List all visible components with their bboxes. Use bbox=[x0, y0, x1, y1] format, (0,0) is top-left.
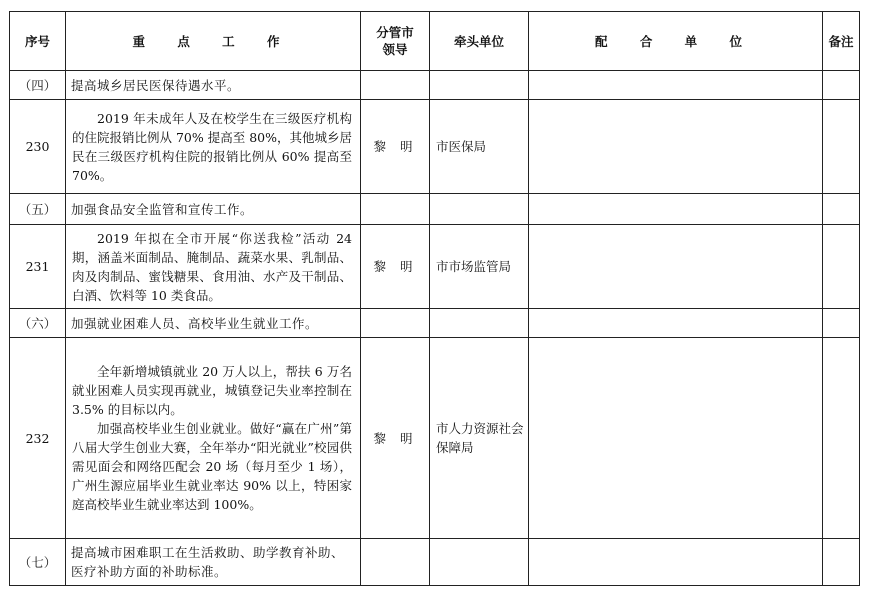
item-work bbox=[66, 100, 361, 194]
empty-cell bbox=[430, 309, 529, 338]
item-leader: 黎明 bbox=[361, 225, 430, 309]
section-title: 加强食品安全监管和宣传工作。 bbox=[66, 194, 361, 225]
empty-cell bbox=[823, 539, 860, 586]
item-no: 231 bbox=[10, 225, 66, 309]
item-coop-unit bbox=[529, 225, 823, 309]
empty-cell bbox=[823, 309, 860, 338]
item-coop-unit bbox=[529, 338, 823, 539]
empty-cell bbox=[529, 194, 823, 225]
item-row bbox=[10, 100, 860, 194]
item-no: 230 bbox=[10, 100, 66, 194]
section-no: （五） bbox=[10, 194, 66, 225]
header-remark: 备注 bbox=[823, 12, 860, 71]
empty-cell bbox=[529, 71, 823, 100]
item-leader: 黎明 bbox=[361, 100, 430, 194]
section-no: （七） bbox=[10, 539, 66, 586]
empty-cell bbox=[361, 194, 430, 225]
work-paragraph: 2019 年未成年人及在校学生在三级医疗机构的住院报销比例从 70% 提高至 80%，其他城乡居民在三级医疗机构住院的报销比例从 60% 提高至 70%。 bbox=[72, 110, 352, 183]
header-no: 序号 bbox=[10, 12, 66, 71]
empty-cell bbox=[529, 539, 823, 586]
item-remark bbox=[823, 225, 860, 309]
section-title: 加强就业困难人员、高校毕业生就业工作。 bbox=[66, 309, 361, 338]
item-row bbox=[10, 338, 860, 539]
item-row bbox=[10, 225, 860, 309]
item-work bbox=[66, 338, 361, 539]
empty-cell bbox=[430, 539, 529, 586]
work-paragraph: 加强高校毕业生创业就业。做好“赢在广州”第八届大学生创业大赛，全年举办“阳光就业”校园供需见面会和网络匹配会 20 场（每月至少 1 场），广州生源应届毕业生就业率达 90% 以上，特困家庭高校毕业生就业率达到 100%。 bbox=[72, 421, 352, 512]
item-lead-unit: 市人力资源社会保障局 bbox=[430, 338, 529, 539]
item-remark bbox=[823, 338, 860, 539]
work-paragraph: 2019 年拟在全市开展“你送我检”活动 24 期，涵盖米面制品、腌制品、蔬菜水果、乳制品、肉及肉制品、蜜饯糖果、食用油、水产及干制品、白酒、饮料等 10 类食品。 bbox=[72, 230, 352, 303]
item-no: 232 bbox=[10, 338, 66, 539]
empty-cell bbox=[361, 71, 430, 100]
work-paragraph: 全年新增城镇就业 20 万人以上，帮扶 6 万名就业困难人员实现再就业，城镇登记失业率控制在 3.5% 的目标以内。 bbox=[72, 364, 352, 417]
header-coop-unit: 配 合 单 位 bbox=[529, 12, 823, 71]
empty-cell bbox=[823, 194, 860, 225]
section-row bbox=[10, 539, 860, 586]
item-remark bbox=[823, 100, 860, 194]
item-leader: 黎明 bbox=[361, 338, 430, 539]
header-work: 重 点 工 作 bbox=[66, 12, 361, 71]
empty-cell bbox=[361, 539, 430, 586]
item-coop-unit bbox=[529, 100, 823, 194]
section-title: 提高城市困难职工在生活救助、助学教育补助、医疗补助方面的补助标准。 bbox=[66, 539, 361, 586]
item-work bbox=[66, 225, 361, 309]
section-row bbox=[10, 71, 860, 100]
item-lead-unit: 市市场监管局 bbox=[430, 225, 529, 309]
empty-cell bbox=[823, 71, 860, 100]
empty-cell bbox=[430, 194, 529, 225]
item-lead-unit: 市医保局 bbox=[430, 100, 529, 194]
empty-cell bbox=[529, 309, 823, 338]
section-no: （六） bbox=[10, 309, 66, 338]
section-no: （四） bbox=[10, 71, 66, 100]
section-row bbox=[10, 194, 860, 225]
header-row bbox=[10, 12, 860, 71]
empty-cell bbox=[361, 309, 430, 338]
header-leader: 分管市领导 bbox=[361, 12, 430, 71]
section-row bbox=[10, 309, 860, 338]
header-lead-unit: 牵头单位 bbox=[430, 12, 529, 71]
section-title: 提高城乡居民医保待遇水平。 bbox=[66, 71, 361, 100]
empty-cell bbox=[430, 71, 529, 100]
work-table bbox=[9, 11, 860, 586]
